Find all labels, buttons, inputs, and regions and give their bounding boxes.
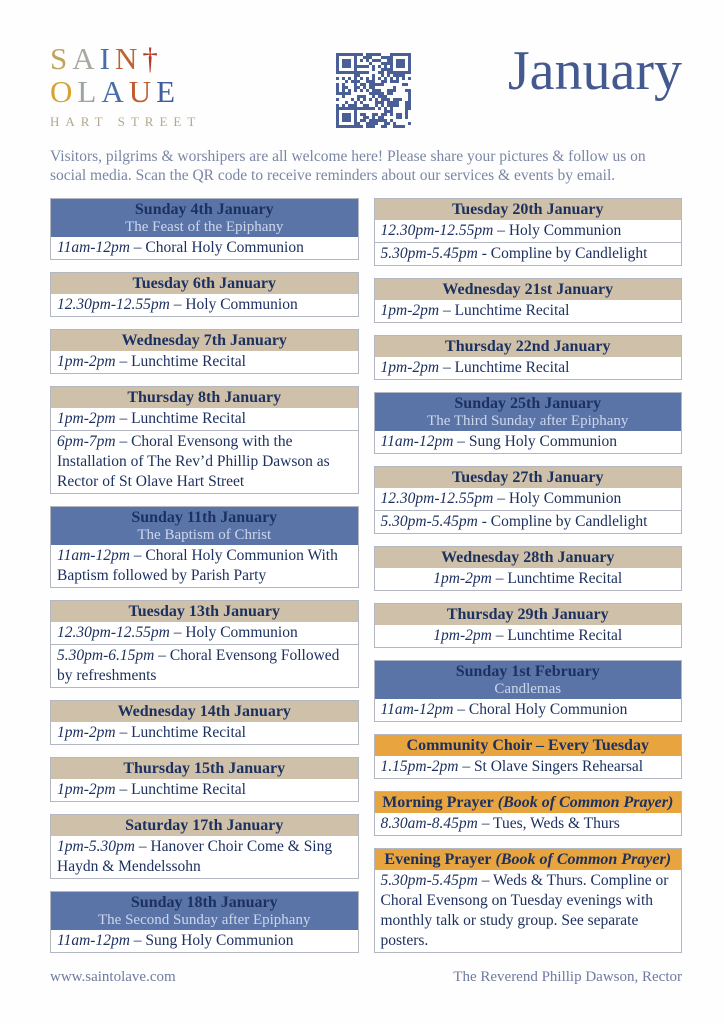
event-time: 11am-12pm [57,932,130,949]
event-row: 6pm-7pm – Choral Evensong with the Installation of The Rev’d Phillip Dawson as Rector of St Olave Hart Street [51,430,358,493]
event-time: 5.30pm-5.45pm [380,513,478,530]
event-card-header [375,735,682,756]
event-card [50,329,359,374]
event-time: 12.30pm-12.55pm [57,296,170,313]
event-card [374,660,683,722]
event-time: 1.15pm-2pm [380,758,459,775]
event-card-body [51,722,358,744]
qr-code-icon [336,53,411,128]
event-card [374,278,683,323]
event-row: 1pm-2pm – Lunchtime Recital [380,359,570,376]
intro-text: Visitors, pilgrims & worshipers are all welcome here! Please share your pictures & follow us on social media. Scan the QR code to receive reminders about our services & events by email. [50,148,646,184]
rector-name: The Reverend Phillip Dawson, Rector [453,969,682,985]
church-logo [50,42,240,130]
event-time: 1pm-2pm [57,781,116,798]
event-time: 12.30pm-12.55pm [380,222,494,239]
event-card [374,603,683,648]
event-card-header [51,758,358,779]
event-card-body [51,408,358,493]
event-time: 8.30am-8.45pm [380,815,478,832]
event-card-body [375,300,682,322]
event-row: 11am-12pm – Sung Holy Communion [57,932,294,949]
event-card-header [375,279,682,300]
event-card-title-italic: (Book of Common Prayer) [491,851,672,868]
logo-letter: I [99,41,112,76]
event-card-title: Thursday 15th January [123,760,286,777]
event-card-title: Sunday 25th January [454,395,602,412]
event-time: 5.30pm-5.45pm [380,872,478,889]
event-row: 12.30pm-12.55pm – Holy Communion [380,222,622,239]
event-card-subtitle: The Second Sunday after Epiphany [98,912,311,928]
event-card-body [51,237,358,259]
event-row: 1pm-2pm – Lunchtime Recital [57,781,246,798]
masthead [0,0,724,130]
event-card [374,848,683,953]
event-card-header [375,199,682,220]
event-card-title-italic: (Book of Common Prayer) [493,794,674,811]
event-row: 1pm-2pm – Lunchtime Recital [57,410,246,427]
event-card [50,506,359,588]
event-card-body [51,545,358,587]
event-time: 11am-12pm [380,701,454,718]
event-card-title: Thursday 8th January [127,389,282,406]
event-card-title: Tuesday 6th January [132,275,276,292]
event-card [374,335,683,380]
event-card-header [51,199,358,237]
events-grid [0,185,724,965]
event-card-subtitle: The Third Sunday after Epiphany [427,413,629,429]
footer [0,965,724,986]
event-time: 1pm-2pm [433,570,492,587]
event-card-title: Tuesday 27th January [452,469,604,486]
event-card [50,814,359,879]
website-url: www.saintolave.com [50,969,176,985]
event-card-subtitle: The Feast of the Epiphany [125,219,284,235]
event-time: 1pm-2pm [380,359,440,376]
event-row: 8.30am-8.45pm – Tues, Weds & Thurs [380,815,620,832]
event-card-body [375,568,682,590]
event-time: 1pm-2pm [433,627,492,644]
event-card-title: Wednesday 21st January [442,281,614,298]
event-time: 1pm-5.30pm [57,838,135,855]
event-card [374,546,683,591]
logo-letter: L [77,74,99,109]
event-row: 1.15pm-2pm – St Olave Singers Rehearsal [380,758,644,775]
logo-letter: † [142,41,160,76]
event-card-subtitle: Candlemas [494,681,562,697]
event-card-header [51,815,358,836]
left-column [50,198,359,965]
event-row: 11am-12pm – Choral Holy Communion With Baptism followed by Parish Party [57,547,338,584]
event-card [50,272,359,317]
event-card-body [375,625,682,647]
event-row: 5.30pm-5.45pm – Weds & Thurs. Compline or Choral Evensong on Tuesday evenings with monthly talk or study group. See separate posters. [380,872,669,949]
event-time: 12.30pm-12.55pm [380,490,494,507]
event-card [374,466,683,534]
event-card-header [375,661,682,699]
event-row: 1pm-2pm – Lunchtime Recital [433,627,623,644]
logo-letter: S [50,41,70,76]
event-row: 5.30pm-5.45pm - Compline by Candlelight [375,510,682,533]
logo-letter: A [101,74,126,109]
logo-word-saint [50,42,240,75]
month-title: January [507,40,682,102]
event-card-body [375,357,682,379]
event-card [374,392,683,454]
event-card-header [375,393,682,431]
event-card-header [375,849,682,870]
logo-letter: N [114,41,140,76]
event-card-title: Sunday 18th January [130,894,278,911]
event-card-title: Sunday 11th January [131,509,278,526]
event-card-body [375,756,682,778]
event-card [50,700,359,745]
event-card-header [51,507,358,545]
event-card-body [375,488,682,533]
event-card-title: Saturday 17th January [125,817,284,834]
event-row: 12.30pm-12.55pm – Holy Communion [380,490,622,507]
event-row: 1pm-2pm – Lunchtime Recital [380,302,570,319]
event-card-header [375,604,682,625]
right-column [374,198,683,965]
event-card-header [51,273,358,294]
event-card-subtitle: The Baptism of Christ [137,527,272,543]
event-card-body [375,813,682,835]
event-card-body [51,930,358,952]
event-row: 12.30pm-12.55pm – Holy Communion [57,624,298,641]
event-card-header [375,547,682,568]
event-card-title: Sunday 4th January [134,201,274,218]
event-card-title: Community Choir – Every Tuesday [406,737,649,754]
event-time: 1pm-2pm [380,302,440,319]
event-card-title: Thursday 29th January [446,606,609,623]
event-card-title: Tuesday 13th January [128,603,280,620]
event-card [374,791,683,836]
event-card-body [375,870,682,952]
logo-letter: O [50,74,75,109]
event-row: 5.30pm-5.45pm - Compline by Candlelight [375,242,682,265]
event-card-body [51,779,358,801]
event-card-title: Morning Prayer (Book of Common Prayer) [382,794,674,811]
event-time: 12.30pm-12.55pm [57,624,170,641]
event-time: 6pm-7pm [57,433,116,450]
event-card-header [51,892,358,930]
logo-street-label: HART STREET [50,114,202,129]
event-time: 5.30pm-6.15pm [57,647,155,664]
event-card-body [375,699,682,721]
event-card-title: Thursday 22nd January [445,338,611,355]
event-card-body [51,836,358,878]
event-row: 11am-12pm – Sung Holy Communion [380,433,618,450]
event-card-body [375,220,682,265]
logo-letter: U [128,74,154,109]
logo-word-olave [50,75,240,108]
event-card-header [51,330,358,351]
event-card-title: Wednesday 14th January [117,703,291,720]
event-time: 11am-12pm [380,433,454,450]
event-card-body [51,351,358,373]
event-card [374,198,683,266]
event-card [50,198,359,260]
event-row: 12.30pm-12.55pm – Holy Communion [57,296,298,313]
event-card-body [51,294,358,316]
event-card-body [375,431,682,453]
logo-letter: A [72,41,97,76]
event-time: 1pm-2pm [57,724,116,741]
event-time: 5.30pm-5.45pm [380,245,478,262]
event-card [374,734,683,779]
logo-letter: E [156,74,178,109]
event-time: 11am-12pm [57,547,130,564]
event-time: 1pm-2pm [57,353,116,370]
event-card-body [51,622,358,687]
event-row: 11am-12pm – Choral Holy Communion [380,701,628,718]
event-card-header [375,467,682,488]
event-row: 5.30pm-6.15pm – Choral Evensong Followed by refreshments [51,644,358,687]
event-card-title: Sunday 1st February [455,663,600,680]
event-card-title: Tuesday 20th January [452,201,604,218]
event-card-title: Wednesday 7th January [121,332,287,349]
event-card-title: Evening Prayer (Book of Common Prayer) [384,851,672,868]
event-time: 1pm-2pm [57,410,116,427]
event-card-title: Wednesday 28th January [441,549,615,566]
event-card-header [51,601,358,622]
event-row: 1pm-2pm – Lunchtime Recital [57,724,246,741]
event-time: 11am-12pm [57,239,130,256]
event-row: 11am-12pm – Choral Holy Communion [57,239,304,256]
event-row: 1pm-2pm – Lunchtime Recital [57,353,246,370]
event-card [50,757,359,802]
event-card [50,386,359,494]
event-row: 1pm-5.30pm – Hanover Choir Come & Sing Haydn & Mendelssohn [57,838,333,875]
event-card [50,600,359,688]
event-card-header [375,336,682,357]
event-card-header [51,387,358,408]
event-card [50,891,359,953]
event-card-header [51,701,358,722]
event-row: 1pm-2pm – Lunchtime Recital [433,570,623,587]
event-card-header [375,792,682,813]
